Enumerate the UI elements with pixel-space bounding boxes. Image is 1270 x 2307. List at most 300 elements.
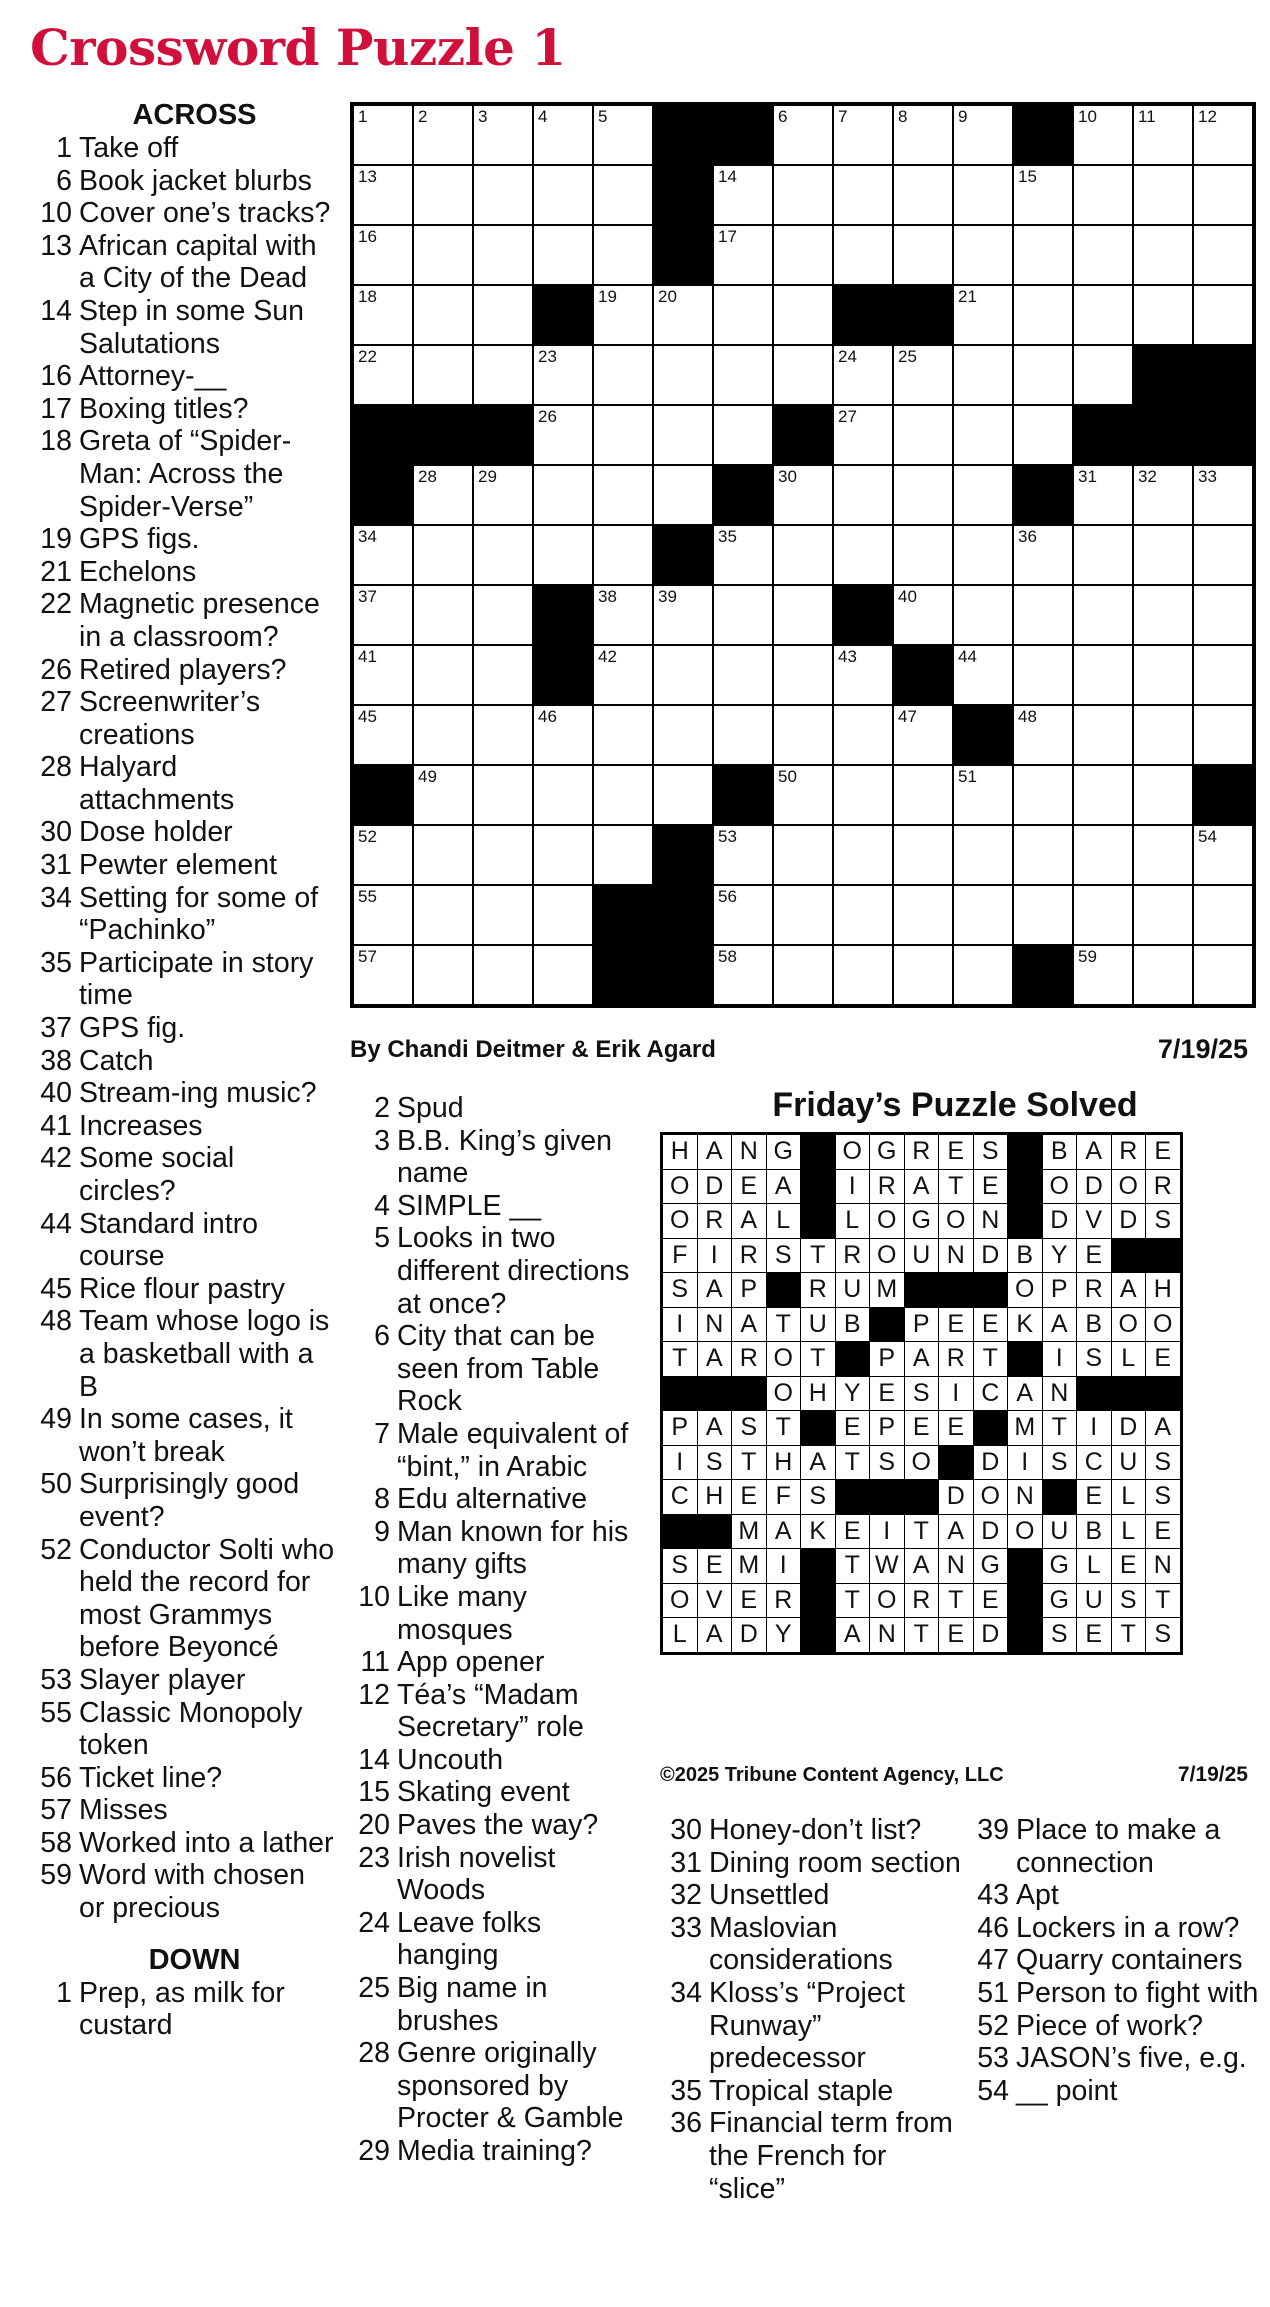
- grid-cell[interactable]: [352, 345, 413, 405]
- grid-cell[interactable]: [953, 765, 1013, 825]
- grid-cell[interactable]: [533, 345, 593, 405]
- grid-cell[interactable]: [893, 225, 953, 285]
- grid-cell[interactable]: [1073, 765, 1133, 825]
- grid-cell[interactable]: [413, 165, 473, 225]
- grid-cell[interactable]: [473, 465, 533, 525]
- grid-cell[interactable]: [1073, 525, 1133, 585]
- grid-cell[interactable]: [893, 345, 953, 405]
- grid-cell[interactable]: [593, 465, 653, 525]
- grid-cell[interactable]: [1133, 225, 1193, 285]
- clue-number: 40: [40, 1077, 72, 1110]
- grid-cell[interactable]: [1073, 885, 1133, 945]
- down-column-d: [967, 1814, 1267, 2107]
- grid-cell[interactable]: [1133, 645, 1193, 705]
- black-square: [653, 225, 713, 285]
- solution-letter: H: [1146, 1273, 1182, 1308]
- grid-cell[interactable]: [893, 465, 953, 525]
- clue-number: 52: [977, 2009, 1009, 2042]
- grid-cell[interactable]: [1073, 345, 1133, 405]
- grid-cell[interactable]: [893, 705, 953, 765]
- grid-cell[interactable]: [413, 345, 473, 405]
- grid-cell[interactable]: [593, 225, 653, 285]
- grid-cell[interactable]: [1073, 465, 1133, 525]
- solution-letter: O: [870, 1204, 905, 1239]
- grid-cell[interactable]: [953, 104, 1013, 165]
- grid-cell[interactable]: [773, 225, 833, 285]
- solution-letter: E: [1077, 1480, 1112, 1515]
- solution-letter: D: [939, 1480, 974, 1515]
- grid-cell[interactable]: [473, 345, 533, 405]
- grid-cell[interactable]: [1073, 104, 1133, 165]
- grid-cell[interactable]: [893, 405, 953, 465]
- grid-cell[interactable]: [653, 405, 713, 465]
- grid-cell[interactable]: [653, 705, 713, 765]
- grid-cell[interactable]: [953, 465, 1013, 525]
- grid-cell[interactable]: [773, 645, 833, 705]
- grid-cell[interactable]: [413, 285, 473, 345]
- grid-cell[interactable]: [893, 885, 953, 945]
- grid-cell[interactable]: [352, 945, 413, 1006]
- across-column: [30, 98, 335, 2042]
- grid-cell[interactable]: [1073, 585, 1133, 645]
- solution-letter: O: [904, 1445, 939, 1480]
- down-clue: [350, 1809, 650, 1842]
- solution-title: Friday’s Puzzle Solved: [772, 1086, 1138, 1124]
- grid-cell[interactable]: [1013, 345, 1073, 405]
- solution-row: [662, 1273, 1182, 1308]
- black-square: [533, 585, 593, 645]
- clue-text: Like many mosques: [397, 1580, 527, 1646]
- down-clue: [660, 2075, 965, 2108]
- grid-cell[interactable]: [352, 585, 413, 645]
- grid-cell[interactable]: [653, 765, 713, 825]
- grid-cell[interactable]: [593, 345, 653, 405]
- grid-cell[interactable]: [713, 225, 773, 285]
- grid-cell[interactable]: [773, 465, 833, 525]
- down-clue: [967, 1977, 1267, 2010]
- grid-cell[interactable]: [1073, 225, 1133, 285]
- grid-cell[interactable]: [1133, 765, 1193, 825]
- grid-cell[interactable]: [953, 345, 1013, 405]
- cell-number: 21: [958, 287, 977, 306]
- grid-cell[interactable]: [833, 525, 893, 585]
- grid-cell[interactable]: [1013, 525, 1073, 585]
- solution-letter: T: [1146, 1583, 1182, 1618]
- clue-text: GPS figs.: [79, 523, 200, 556]
- grid-cell[interactable]: [473, 945, 533, 1006]
- grid-cell[interactable]: [1013, 585, 1073, 645]
- grid-cell[interactable]: [413, 225, 473, 285]
- grid-cell[interactable]: [893, 165, 953, 225]
- grid-cell[interactable]: [352, 165, 413, 225]
- grid-cell[interactable]: [473, 585, 533, 645]
- cell-number: 12: [1198, 107, 1217, 126]
- grid-cell[interactable]: [1193, 104, 1254, 165]
- cell-number: 10: [1078, 107, 1097, 126]
- solution-letter: A: [939, 1514, 974, 1549]
- grid-cell[interactable]: [833, 885, 893, 945]
- solution-letter: R: [732, 1238, 767, 1273]
- grid-cell[interactable]: [1133, 165, 1193, 225]
- grid-cell[interactable]: [593, 405, 653, 465]
- grid-cell[interactable]: [833, 825, 893, 885]
- grid-cell[interactable]: [1013, 645, 1073, 705]
- grid-cell[interactable]: [593, 165, 653, 225]
- grid-cell[interactable]: [413, 525, 473, 585]
- grid-cell[interactable]: [653, 645, 713, 705]
- grid-cell[interactable]: [1133, 945, 1193, 1006]
- grid-cell[interactable]: [1133, 285, 1193, 345]
- clue-text: Setting for some of “Pachinko”: [79, 881, 319, 947]
- grid-cell[interactable]: [953, 285, 1013, 345]
- grid-cell[interactable]: [833, 765, 893, 825]
- down-clue: [350, 1646, 650, 1679]
- clue-number: 13: [40, 229, 72, 262]
- grid-cell[interactable]: [413, 885, 473, 945]
- solution-letter: B: [1077, 1514, 1112, 1549]
- grid-cell[interactable]: [533, 945, 593, 1006]
- grid-cell[interactable]: [473, 165, 533, 225]
- grid-cell[interactable]: [653, 285, 713, 345]
- solution-letter: A: [904, 1342, 939, 1377]
- grid-cell[interactable]: [473, 645, 533, 705]
- grid-cell[interactable]: [1013, 405, 1073, 465]
- grid-cell[interactable]: [533, 165, 593, 225]
- clue-text: Catch: [79, 1044, 154, 1077]
- grid-cell[interactable]: [1013, 825, 1073, 885]
- grid-cell[interactable]: [593, 104, 653, 165]
- solution-letter: A: [766, 1169, 801, 1204]
- black-square: [653, 104, 713, 165]
- grid-cell[interactable]: [713, 945, 773, 1006]
- solution-black-square: [1008, 1342, 1043, 1377]
- grid-cell[interactable]: [413, 645, 473, 705]
- solution-letter: D: [697, 1169, 732, 1204]
- clue-number: 9: [374, 1515, 390, 1548]
- grid-cell[interactable]: [953, 825, 1013, 885]
- grid-cell[interactable]: [1133, 705, 1193, 765]
- grid-cell[interactable]: [1133, 104, 1193, 165]
- black-square: [713, 104, 773, 165]
- black-square: [1193, 765, 1254, 825]
- clue-text: Magnetic presence in a classroom?: [79, 588, 320, 653]
- grid-cell[interactable]: [1133, 585, 1193, 645]
- solution-black-square: [1008, 1618, 1043, 1654]
- grid-cell[interactable]: [713, 405, 773, 465]
- grid-cell[interactable]: [593, 285, 653, 345]
- grid-cell[interactable]: [1013, 765, 1073, 825]
- across-clue: [30, 1697, 335, 1762]
- grid-cell[interactable]: [773, 705, 833, 765]
- cell-number: 4: [538, 107, 548, 126]
- grid-cell[interactable]: [713, 705, 773, 765]
- grid-cell[interactable]: [413, 104, 473, 165]
- grid-cell[interactable]: [773, 885, 833, 945]
- byline: By Chandi Deitmer & Erik Agard: [350, 1036, 716, 1063]
- solution-black-square: [697, 1376, 732, 1411]
- grid-cell[interactable]: [1193, 885, 1254, 945]
- clue-number: 41: [40, 1109, 72, 1142]
- grid-cell[interactable]: [473, 885, 533, 945]
- grid-cell[interactable]: [352, 525, 413, 585]
- grid-cell[interactable]: [1073, 645, 1133, 705]
- grid-cell[interactable]: [1133, 465, 1193, 525]
- grid-cell[interactable]: [352, 885, 413, 945]
- grid-cell[interactable]: [533, 705, 593, 765]
- grid-cell[interactable]: [593, 765, 653, 825]
- solution-letter: O: [766, 1342, 801, 1377]
- clue-number: 52: [40, 1533, 72, 1566]
- grid-cell[interactable]: [1073, 285, 1133, 345]
- solution-black-square: [1008, 1204, 1043, 1239]
- grid-cell[interactable]: [1193, 825, 1254, 885]
- solution-date: 7/19/25: [1177, 1763, 1248, 1786]
- across-clue: [30, 947, 335, 1012]
- clue-number: 33: [670, 1911, 702, 1944]
- grid-cell[interactable]: [653, 345, 713, 405]
- solution-letter: H: [662, 1134, 698, 1170]
- clue-text: Standard intro course: [79, 1207, 259, 1273]
- grid-cell[interactable]: [533, 104, 593, 165]
- grid-cell[interactable]: [953, 405, 1013, 465]
- grid-cell[interactable]: [1193, 225, 1254, 285]
- grid-cell[interactable]: [773, 345, 833, 405]
- solution-letter: D: [1111, 1411, 1146, 1446]
- solution-black-square: [766, 1273, 801, 1308]
- cell-number: 55: [358, 887, 377, 906]
- grid-cell[interactable]: [473, 285, 533, 345]
- black-square: [1013, 104, 1073, 165]
- grid-cell[interactable]: [713, 345, 773, 405]
- grid-cell[interactable]: [593, 525, 653, 585]
- grid-cell[interactable]: [773, 165, 833, 225]
- clue-number: 45: [40, 1272, 72, 1305]
- across-clue: [30, 393, 335, 426]
- grid-cell[interactable]: [593, 825, 653, 885]
- solution-letter: U: [904, 1238, 939, 1273]
- clue-text: Leave folks hanging: [397, 1906, 542, 1972]
- solution-black-square: [870, 1480, 905, 1515]
- cell-number: 1: [358, 107, 368, 126]
- grid-cell[interactable]: [533, 825, 593, 885]
- grid-cell[interactable]: [1193, 165, 1254, 225]
- clue-text: Honey-don’t list?: [709, 1814, 922, 1846]
- grid-cell[interactable]: [653, 585, 713, 645]
- grid-cell[interactable]: [352, 705, 413, 765]
- grid-cell[interactable]: [833, 104, 893, 165]
- down-clue-list-a: [30, 1977, 335, 2042]
- cell-number: 19: [598, 287, 617, 306]
- grid-cell[interactable]: [1013, 225, 1073, 285]
- clue-number: 12: [358, 1678, 390, 1711]
- grid-cell[interactable]: [533, 885, 593, 945]
- down-column-c: [660, 1814, 965, 2205]
- grid-cell[interactable]: [1193, 705, 1254, 765]
- grid-cell[interactable]: [413, 765, 473, 825]
- clue-text: Edu alternative: [397, 1483, 588, 1516]
- grid-cell[interactable]: [352, 825, 413, 885]
- solution-letter: Y: [766, 1618, 801, 1654]
- solution-black-square: [801, 1549, 836, 1584]
- grid-cell[interactable]: [473, 705, 533, 765]
- grid-cell[interactable]: [1013, 285, 1073, 345]
- grid-cell[interactable]: [1193, 465, 1254, 525]
- grid-cell[interactable]: [533, 465, 593, 525]
- solution-letter: N: [697, 1307, 732, 1342]
- black-square: [473, 405, 533, 465]
- grid-cell[interactable]: [953, 885, 1013, 945]
- clue-text: Echelons: [79, 555, 197, 588]
- solution-letter: I: [870, 1514, 905, 1549]
- grid-cell[interactable]: [833, 465, 893, 525]
- black-square: [653, 885, 713, 945]
- grid-cell[interactable]: [473, 765, 533, 825]
- grid-cell[interactable]: [352, 104, 413, 165]
- grid-cell[interactable]: [413, 705, 473, 765]
- solution-letter: S: [1146, 1445, 1182, 1480]
- grid-cell[interactable]: [1193, 525, 1254, 585]
- solution-letter: S: [1042, 1445, 1077, 1480]
- grid-cell[interactable]: [773, 525, 833, 585]
- solution-letter: S: [1111, 1583, 1146, 1618]
- grid-row: [352, 285, 1254, 345]
- grid-cell[interactable]: [953, 945, 1013, 1006]
- solution-letter: H: [766, 1445, 801, 1480]
- grid-cell[interactable]: [893, 104, 953, 165]
- solution-letter: T: [662, 1342, 698, 1377]
- solution-letter: T: [973, 1342, 1008, 1377]
- grid-cell[interactable]: [473, 104, 533, 165]
- grid-cell[interactable]: [833, 945, 893, 1006]
- clue-number: 3: [374, 1124, 390, 1157]
- grid-cell[interactable]: [833, 225, 893, 285]
- grid-cell[interactable]: [893, 945, 953, 1006]
- grid-cell[interactable]: [1193, 585, 1254, 645]
- black-square: [893, 285, 953, 345]
- grid-cell[interactable]: [1133, 825, 1193, 885]
- solution-row: [662, 1307, 1182, 1342]
- grid-cell[interactable]: [833, 645, 893, 705]
- solution-letter: D: [973, 1445, 1008, 1480]
- solution-letter: C: [662, 1480, 698, 1515]
- solution-letter: R: [904, 1134, 939, 1170]
- solution-black-square: [1111, 1238, 1146, 1273]
- grid-cell[interactable]: [593, 645, 653, 705]
- grid-cell[interactable]: [413, 465, 473, 525]
- clue-text: Apt: [1016, 1879, 1059, 1912]
- grid-cell[interactable]: [1073, 825, 1133, 885]
- clue-number: 32: [670, 1879, 702, 1912]
- grid-cell[interactable]: [713, 285, 773, 345]
- across-clue: [30, 1762, 335, 1795]
- grid-cell[interactable]: [833, 405, 893, 465]
- grid-cell[interactable]: [713, 885, 773, 945]
- grid-cell[interactable]: [473, 225, 533, 285]
- grid-cell[interactable]: [533, 225, 593, 285]
- across-clue-list: [30, 132, 335, 1925]
- grid-cell[interactable]: [1013, 705, 1073, 765]
- grid-cell[interactable]: [473, 525, 533, 585]
- grid-cell[interactable]: [773, 285, 833, 345]
- cell-number: 53: [718, 827, 737, 846]
- grid-cell[interactable]: [533, 765, 593, 825]
- clue-number: 8: [374, 1483, 390, 1516]
- clue-text: African capital with a City of the Dead: [79, 229, 317, 295]
- grid-cell[interactable]: [352, 225, 413, 285]
- grid-cell[interactable]: [953, 165, 1013, 225]
- clue-number: 11: [360, 1646, 390, 1679]
- grid-cell[interactable]: [713, 165, 773, 225]
- grid-cell[interactable]: [593, 705, 653, 765]
- grid-cell[interactable]: [953, 525, 1013, 585]
- grid-cell[interactable]: [1193, 945, 1254, 1006]
- grid-cell[interactable]: [413, 585, 473, 645]
- grid-cell[interactable]: [1073, 165, 1133, 225]
- grid-cell[interactable]: [893, 525, 953, 585]
- grid-cell[interactable]: [473, 825, 533, 885]
- cell-number: 23: [538, 347, 557, 366]
- clue-number: 31: [40, 849, 72, 882]
- grid-cell[interactable]: [833, 705, 893, 765]
- solution-black-square: [801, 1204, 836, 1239]
- across-clue: [30, 197, 335, 230]
- grid-cell[interactable]: [1073, 705, 1133, 765]
- grid-cell[interactable]: [533, 525, 593, 585]
- grid-cell[interactable]: [773, 585, 833, 645]
- clue-text: Slayer player: [79, 1663, 246, 1696]
- grid-cell[interactable]: [1193, 285, 1254, 345]
- grid-cell[interactable]: [1193, 645, 1254, 705]
- across-clue: [30, 360, 335, 393]
- grid-row: [352, 104, 1254, 165]
- down-clue: [967, 1912, 1267, 1945]
- grid-cell[interactable]: [713, 825, 773, 885]
- down-clue: [350, 1907, 650, 1972]
- grid-cell[interactable]: [1013, 885, 1073, 945]
- grid-cell[interactable]: [773, 825, 833, 885]
- grid-cell[interactable]: [893, 765, 953, 825]
- grid-cell[interactable]: [773, 104, 833, 165]
- grid-cell[interactable]: [773, 945, 833, 1006]
- grid-cell[interactable]: [713, 585, 773, 645]
- grid-cell[interactable]: [953, 645, 1013, 705]
- grid-cell[interactable]: [533, 405, 593, 465]
- grid-cell[interactable]: [653, 465, 713, 525]
- grid-cell[interactable]: [713, 525, 773, 585]
- clue-number: 38: [40, 1044, 72, 1077]
- grid-cell[interactable]: [352, 645, 413, 705]
- grid-cell[interactable]: [953, 225, 1013, 285]
- grid-cell[interactable]: [833, 345, 893, 405]
- grid-cell[interactable]: [593, 585, 653, 645]
- grid-cell[interactable]: [352, 285, 413, 345]
- grid-cell[interactable]: [833, 165, 893, 225]
- clue-text: Quarry containers: [1016, 1944, 1243, 1977]
- grid-cell[interactable]: [1073, 945, 1133, 1006]
- grid-cell[interactable]: [1133, 525, 1193, 585]
- grid-cell[interactable]: [773, 765, 833, 825]
- grid-cell[interactable]: [413, 825, 473, 885]
- grid-cell[interactable]: [893, 825, 953, 885]
- grid-cell[interactable]: [1133, 885, 1193, 945]
- solution-letter: H: [801, 1376, 836, 1411]
- grid-cell[interactable]: [713, 645, 773, 705]
- grid-cell[interactable]: [893, 585, 953, 645]
- grid-cell[interactable]: [953, 585, 1013, 645]
- grid-cell[interactable]: [413, 945, 473, 1006]
- solution-letter: E: [1146, 1514, 1182, 1549]
- grid-cell[interactable]: [1013, 165, 1073, 225]
